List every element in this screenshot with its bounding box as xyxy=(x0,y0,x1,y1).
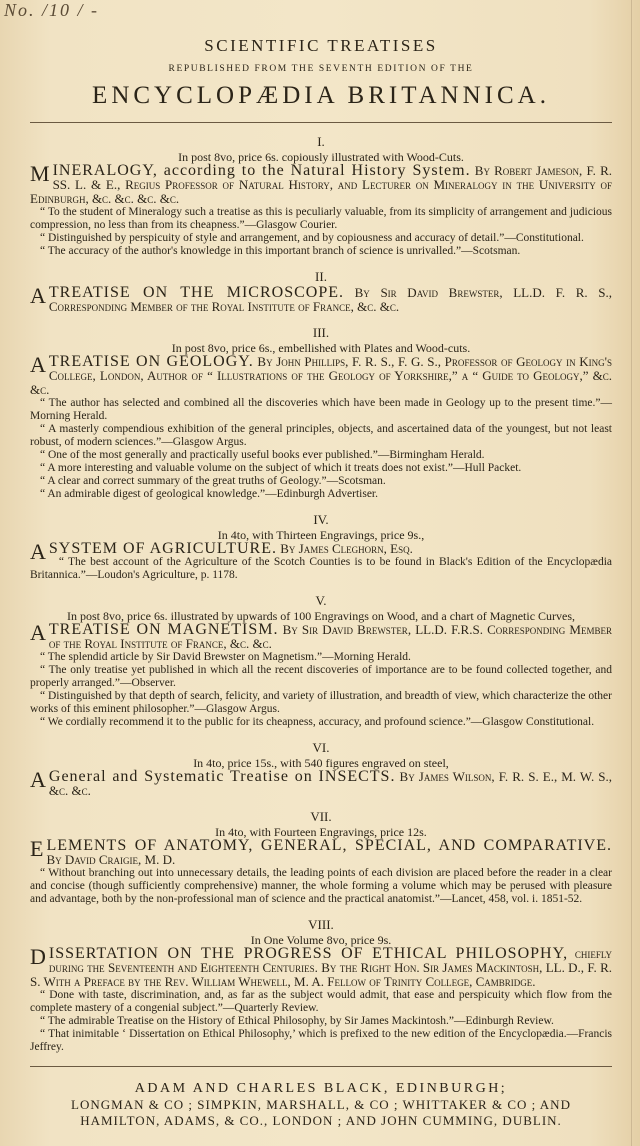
review-quote: “ To the student of Mineralogy such a treatise as this is peculiarly valuable, from its simplicity of arrangement and judicious compression, no less than from its cheapness.”—Glasgow Courier. xyxy=(30,206,612,231)
entry xyxy=(30,741,612,798)
entry xyxy=(30,594,612,729)
review-quote: “ A more interesting and valuable volume on the subject of which it treats does not exist.”—Hull Packet. xyxy=(40,462,522,474)
entry-author: By John Phillips, F. R. S., F. G. S., Professor of Geology in King's College, London, Author of “ Illustrations of the Geology of Yorkshire,” a “ Guide to Geology,” &c. &c. xyxy=(30,354,612,397)
review-quote: “ The only treatise yet published in which all the recent discoveries of importance are to be found collected together, and properly arranged.”—Observer. xyxy=(30,664,612,689)
entry-intro: In 4to, price 15s., with 540 figures engraved on steel, xyxy=(193,756,449,770)
header xyxy=(30,36,612,110)
entry-author: By Sir David Brewster, LL.D. F. R. S., Corresponding Member of the Royal Institute of France, &c. &c. xyxy=(48,285,612,314)
entry-intro: In post 8vo, price 6s., embellished with Plates and Wood-cuts. xyxy=(171,341,471,355)
entry-number: I. xyxy=(317,134,325,149)
drop-initial: M xyxy=(30,161,50,186)
entry-intro: In post 8vo, price 6s. illustrated by upwards of 100 Engravings on Wood, and a chart of Magnetic Curves, xyxy=(66,609,576,623)
drop-initial: A xyxy=(30,767,46,792)
page-edge-rule xyxy=(631,0,632,1146)
publisher-line-3: HAMILTON, ADAMS, & CO., LONDON ; AND JOHN CUMMING, DUBLIN. xyxy=(80,1113,562,1128)
review-quote: “ A masterly compendious exhibition of the general principles, objects, and ascertained data of the youngest, but not least robust, of modern sciences.”—Glasgow Argus. xyxy=(30,423,612,448)
entry-intro: In One Volume 8vo, price 9s. xyxy=(250,933,392,947)
handwritten-marginalia: No. /10 / - xyxy=(4,0,100,20)
review-quote: “ We cordially recommend it to the public for its cheapness, accuracy, and profound science.”—Glasgow Constitutional. xyxy=(40,716,595,728)
publisher-line-2: LONGMAN & CO ; SIMPKIN, MARSHALL, & CO ; WHITTAKER & CO ; AND xyxy=(71,1097,571,1112)
footer xyxy=(30,1081,612,1129)
entry-title: TREATISE ON MAGNETISM. xyxy=(48,621,279,638)
entry-author: By Robert Jameson, F. R. SS. L. & E., Regius Professor of Natural History, and Lecturer on Mineralogy in the University of Edinburgh, &c. &c. &c. &c. xyxy=(30,163,612,206)
header-title: SCIENTIFIC TREATISES xyxy=(204,36,438,55)
entry-heading xyxy=(30,767,613,798)
publisher-line: ADAM AND CHARLES BLACK, EDINBURGH; xyxy=(134,1081,508,1096)
review-quote: “ Distinguished by perspicuity of style and arrangement, and by copiousness and accuracy of detail.”—Constitutional. xyxy=(40,232,584,244)
entry xyxy=(30,918,612,1054)
entry-title: INERALOGY, according to the Natural History System. xyxy=(52,162,471,179)
drop-initial: A xyxy=(30,283,46,308)
entry-heading xyxy=(30,836,612,867)
review-quote: “ The best account of the Agriculture of the Scotch Counties is to be found in Black's Edition of the Encyclopædia Britannica.”—Loudon's Agriculture, p. 1178. xyxy=(30,556,612,581)
entry-intro: In post 8vo, price 6s. copiously illustrated with Wood-Cuts. xyxy=(178,150,464,164)
entry-heading xyxy=(30,944,613,989)
entry xyxy=(30,326,612,501)
drop-initial: A xyxy=(30,539,46,564)
entry-heading xyxy=(30,283,612,314)
review-quote: “ Distinguished by that depth of search, felicity, and variety of illustration, and breadth of view, which characterize the other works of this eminent philosopher.”—Glasgow Argus. xyxy=(30,690,612,715)
entry-number: IV. xyxy=(313,512,329,527)
drop-initial: D xyxy=(30,944,46,969)
entry-heading xyxy=(30,352,612,397)
entry-number: VII. xyxy=(310,809,332,824)
entry-intro: In 4to, with Fourteen Engravings, price 12s. xyxy=(215,825,427,839)
drop-initial: A xyxy=(30,620,46,645)
review-quote: “ Without branching out into unnecessary details, the leading points of each division are placed before the reader in a clear and concise (though sufficiently comprehensive) manner, the whole forming a volume which may be perused with pleasure and advantage, both by the non-professional man of science and the practical anatomist.”—Lancet, 458, vol. i. 1851-52. xyxy=(30,867,612,905)
review-quote: “ A clear and correct summary of the great truths of Geology.”—Scotsman. xyxy=(40,475,386,487)
entry-intro: In 4to, with Thirteen Engravings, price 9s., xyxy=(217,528,425,542)
header-subtitle: REPUBLISHED FROM THE SEVENTH EDITION OF THE xyxy=(168,64,474,74)
entry xyxy=(30,513,612,582)
entries-list xyxy=(30,135,612,1054)
review-quote: “ One of the most generally and practically useful books ever published.”—Birmingham Herald. xyxy=(40,449,485,461)
entry-author: chiefly during the Seventeenth and Eighteenth Centuries. By the Right Hon. Sir James Mackintosh, LL. D., F. R. S. With a Preface by the Rev. William Whewell, M. A. Fellow of Trinity College, Cambridge. xyxy=(30,946,613,989)
review-quote: “ An admirable digest of geological knowledge.”—Edinburgh Advertiser. xyxy=(40,488,378,500)
entry-title: TREATISE ON THE MICROSCOPE. xyxy=(48,284,344,301)
header-rule xyxy=(30,122,612,123)
document-body xyxy=(30,36,612,1129)
review-quote: “ Done with taste, discrimination, and, as far as the subject would admit, that ease and perspicuity which flow from the complete mastery of a congenial subject.”—Quarterly Review. xyxy=(30,989,612,1014)
drop-initial: E xyxy=(30,836,44,861)
entry xyxy=(30,270,612,314)
review-quote: “ The accuracy of the author's knowledge in this important branch of science is unrivalled.”—Scotsman. xyxy=(40,245,521,257)
entry-author: By David Craigie, M. D. xyxy=(46,852,176,867)
entry xyxy=(30,810,612,906)
entry-heading xyxy=(30,161,612,206)
entry-number: VIII. xyxy=(308,917,334,932)
drop-initial: A xyxy=(30,352,46,377)
entry-title: ISSERTATION ON THE PROGRESS OF ETHICAL PHILOSOPHY, xyxy=(48,945,569,962)
review-quote: “ The admirable Treatise on the History of Ethical Philosophy, by Sir James Mackintosh.”—Edinburgh Review. xyxy=(40,1015,554,1027)
entry-author: By James Cleghorn, Esq. xyxy=(277,541,413,556)
entry-author: By James Wilson, F. R. S. E., M. W. S., &c. &c. xyxy=(48,769,613,798)
entry-title: LEMENTS OF ANATOMY, GENERAL, SPECIAL, AND COMPARATIVE. xyxy=(46,837,612,854)
entry-title: SYSTEM OF AGRICULTURE. xyxy=(48,540,277,557)
review-quote: “ The author has selected and combined all the discoveries which have been made in Geology up to the present time.”—Morning Herald. xyxy=(30,397,612,422)
entry-number: II. xyxy=(315,269,327,284)
entry-number: III. xyxy=(312,325,330,340)
entry-title: General and Systematic Treatise on INSECTS. xyxy=(48,768,396,785)
entry-number: VI. xyxy=(312,740,330,755)
header-encyclopaedia: ENCYCLOPÆDIA BRITANNICA. xyxy=(92,82,550,109)
entry-author: By Sir David Brewster, LL.D. F.R.S. Corresponding Member of the Royal Institute of France, &c. &c. xyxy=(48,622,612,651)
review-quote: “ That inimitable ‘ Dissertation on Ethical Philosophy,’ which is prefixed to the new edition of the Encyclopædia.—Francis Jeffrey. xyxy=(30,1028,612,1053)
entry-heading xyxy=(30,539,612,564)
entry-heading xyxy=(30,620,612,651)
entry xyxy=(30,135,612,258)
footer-rule xyxy=(30,1066,612,1067)
entry-number: V. xyxy=(315,593,327,608)
review-quote: “ The splendid article by Sir David Brewster on Magnetism.”—Morning Herald. xyxy=(40,651,411,663)
entry-title: TREATISE ON GEOLOGY. xyxy=(48,353,254,370)
